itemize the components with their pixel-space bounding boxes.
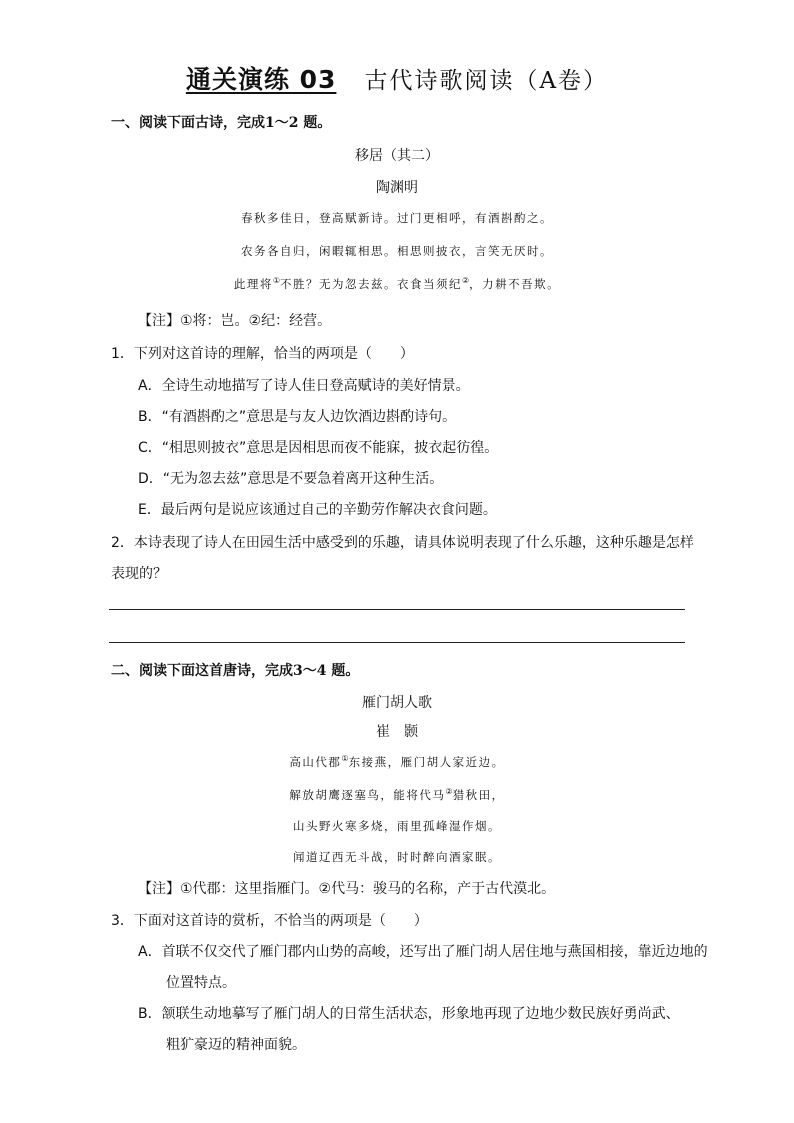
- footnote-mark-1: ①: [341, 754, 349, 764]
- q1-option-d: D．“无为忽去兹”意思是不要急着离开这种生活。: [138, 471, 444, 487]
- poem1-line-3: 此理将①不胜？无为忽去兹。衣食当须纪②，力耕不吾欺。: [233, 276, 561, 291]
- question-1-stem: 1．下列对这首诗的理解，恰当的两项是（ ）: [111, 346, 414, 362]
- page-title: [0, 60, 794, 96]
- q3-option-b-line2: 粗犷豪迈的精神面貌。: [166, 1037, 306, 1053]
- title-main: 通关演练 03: [185, 65, 337, 94]
- poem2-line-1: 高山代郡①东接燕，雁门胡人家近边。: [289, 754, 505, 769]
- poem1-line-1: 春秋多佳日，登高赋新诗。过门更相呼，有酒斟酌之。: [241, 211, 553, 225]
- section2-heading: 二、阅读下面这首唐诗，完成3～4 题。: [111, 663, 360, 679]
- poem2-note: 【注】①代郡：这里指雁门。②代马：骏马的名称，产于古代漠北。: [138, 881, 556, 897]
- poem2-line-4: 闻道辽西无斗战，时时醉向酒家眠。: [293, 850, 501, 864]
- question-3-stem: 3．下面对这首诗的赏析，不恰当的两项是（ ）: [111, 913, 428, 929]
- q1-option-c: C．“相思则披衣”意思是因相思而夜不能寐，披衣起彷徨。: [138, 440, 499, 456]
- q1-option-b: B．“有酒斟酌之”意思是与友人边饮酒边斟酌诗句。: [138, 409, 457, 425]
- footnote-mark-1: ①: [272, 276, 280, 286]
- poem2-line-3: 山头野火寒多烧，雨里孤峰湿作烟。: [293, 819, 501, 833]
- answer-line-1: [109, 609, 685, 610]
- poem1-title: 移居（其二）: [355, 148, 439, 164]
- title-sub: 古代诗歌阅读（A卷）: [364, 68, 609, 94]
- q3-option-a-line1: A．首联不仅交代了雁门郡内山势的高峻，还写出了雁门胡人居住地与燕国相接，靠近边地的: [138, 944, 708, 960]
- q1-option-e: E．最后两句是说应该通过自己的辛勤劳作解决衣食问题。: [138, 502, 497, 518]
- q3-option-a-line2: 位置特点。: [166, 975, 236, 991]
- poem2-title: 雁门胡人歌: [362, 695, 432, 711]
- poem1-note: 【注】①将：岂。②纪：经营。: [138, 313, 332, 329]
- question-2-stem-line2: 表现的？: [111, 566, 167, 582]
- poem2-line-2: 解放胡鹰逐塞鸟，能将代马②猎秋田，: [289, 787, 505, 802]
- poem1-author: 陶渊明: [376, 180, 418, 196]
- poem1-line-2: 农务各自归，闲暇辄相思。相思则披衣，言笑无厌时。: [241, 244, 553, 258]
- footnote-mark-2: ②: [462, 276, 470, 286]
- q1-option-a: A．全诗生动地描写了诗人佳日登高赋诗的美好情景。: [138, 378, 470, 394]
- section1-heading: 一、阅读下面古诗，完成1～2 题。: [111, 115, 332, 131]
- q3-option-b-line1: B．颔联生动地摹写了雁门胡人的日常生活状态，形象地再现了边地少数民族好勇尚武、: [138, 1006, 680, 1022]
- poem2-author: 崔 颢: [376, 724, 418, 740]
- question-2-stem-line1: 2．本诗表现了诗人在田园生活中感受到的乐趣，请具体说明表现了什么乐趣，这种乐趣是怎样: [111, 535, 694, 551]
- footnote-mark-2: ②: [445, 787, 453, 797]
- answer-line-2: [109, 642, 685, 643]
